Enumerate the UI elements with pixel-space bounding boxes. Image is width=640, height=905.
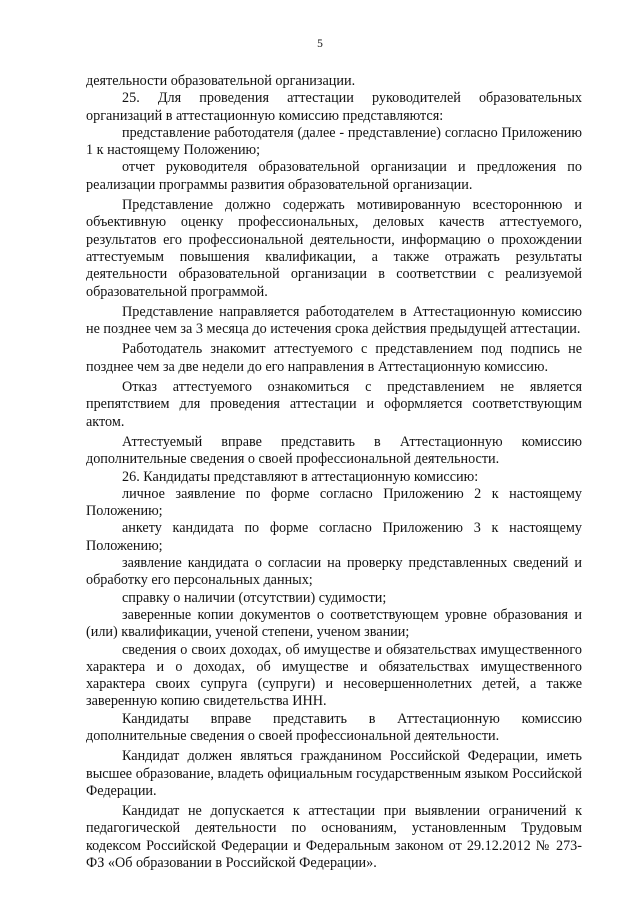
paragraph-item-25: 25. Для проведения аттестации руководителей образовательных организаций в аттестационную комиссию представляются: <box>86 90 582 124</box>
paragraph-restrictions: Кандидат не допускается к аттестации при выявлении ограничений к педагогической деятельности по основаниям, установленным Трудовым кодексом Российской Федерации и Федеральным законом от 29.12.2012 № 273-ФЗ «Об образовании в Российской Федерации». <box>86 803 582 872</box>
paragraph-additional-info: Аттестуемый вправе представить в Аттестационную комиссию дополнительные сведения о своей профессиональной деятельности. <box>86 433 582 468</box>
paragraph-director-report: отчет руководителя образовательной организации и предложения по реализации программы развития образовательной организации. <box>86 159 582 193</box>
paragraph-criminal-record: справку о наличии (отсутствии) судимости; <box>122 589 387 606</box>
paragraph-familiarization: Работодатель знакомит аттестуемого с представлением под подпись не позднее чем за две недели до его направления в Аттестационную комиссию. <box>86 341 582 375</box>
document-body <box>86 73 582 872</box>
paragraph-continuation: деятельности образовательной организации. <box>86 73 356 89</box>
paragraph-submission-content: Представление должно содержать мотивированную всестороннюю и объективную оценку профессиональных, деловых качеств аттестуемого, результатов его профессиональной деятельности, информацию о прохождении аттестуемым повышения квалификации, а также отражать результаты деятельности образовательной организации в соответствии с реализуемой образовательной программой. <box>86 197 582 300</box>
paragraph-candidates-additional: Кандидаты вправе представить в Аттестационную комиссию дополнительные сведения о своей профессиональной деятельности. <box>86 710 582 744</box>
paragraph-submission-deadline: Представление направляется работодателем в Аттестационную комиссию не позднее чем за 3 месяца до истечения срока действия предыдущей аттестации. <box>86 303 582 338</box>
paragraph-education-copies: заверенные копии документов о соответствующем уровне образования и (или) квалификации, ученой степени, ученом звании; <box>86 606 582 641</box>
paragraph-employer-submission: представление работодателя (далее - представление) согласно Приложению 1 к настоящему Положению; <box>86 124 582 159</box>
page-number: 5 <box>317 38 323 50</box>
paragraph-item-26: 26. Кандидаты представляют в аттестационную комиссию: <box>122 468 479 485</box>
paragraph-consent: заявление кандидата о согласии на проверку представленных сведений и обработку его персональных данных; <box>86 555 582 589</box>
paragraph-questionnaire: анкету кандидата по форме согласно Приложению 3 к настоящему Положению; <box>86 520 582 554</box>
paragraph-personal-application: личное заявление по форме согласно Приложению 2 к настоящему Положению; <box>86 485 582 520</box>
paragraph-income-info: сведения о своих доходах, об имуществе и обязательствах имущественного характера и о доходах, об имуществе и обязательствах имущественного характера своих супруга (супруги) и несовершеннолетних детей, а также заверенную копию свидетельства ИНН. <box>86 641 582 710</box>
paragraph-citizenship: Кандидат должен являться гражданином Российской Федерации, иметь высшее образование, владеть официальным государственным языком Российской Федерации. <box>86 748 582 799</box>
paragraph-refusal: Отказ аттестуемого ознакомиться с представлением не является препятствием для проведения аттестации и оформляется соответствующим актом. <box>86 379 582 430</box>
